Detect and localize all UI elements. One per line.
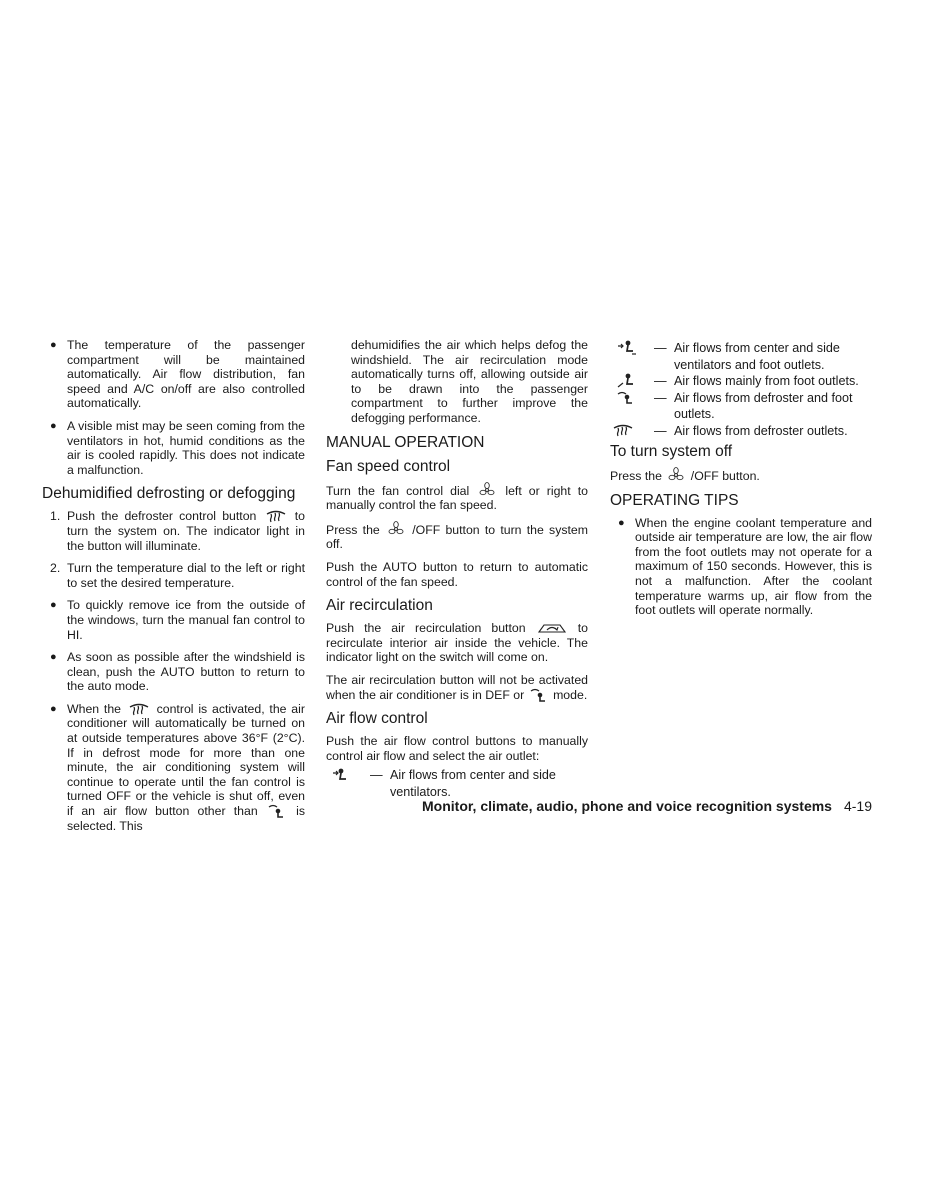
defroster-icon (126, 702, 152, 716)
turn-off-text: Press the /OFF button. (610, 469, 760, 483)
recirculation-icon (536, 621, 568, 635)
list-item: ● When the engine coolant temperature and outside air temperature are low, the air flow from the foot outlets may not operate for a maximum of 150 seconds. However, this is not a malfunction. After the coolant temperature warms up, air flow from the foot outlets will operate normally. (618, 515, 872, 618)
recirc-note: The air recirculation button will not be activated when the air conditioner is in DEF or mode. (326, 672, 588, 702)
recirc-text: Push the air recirculation button to recirculate interior air inside the vehicle. The indicator light on the switch will come on. (326, 621, 588, 665)
list-item: ● The temperature of the passenger compartment will be maintained automatically. Air flow distribution, fan speed and A/C on/off are also controlled automatically. (50, 338, 305, 411)
column-right (610, 340, 872, 626)
mode-bilevel: — Air flows from center and side ventilators and foot outlets. (610, 340, 872, 373)
defroster-icon (610, 423, 636, 442)
list-item: ● When the control is activated, the air conditioner will automatically be turned on at outside temperatures above 36°F (2°C). If in defrost mode for more than one minute, the air conditioning system will continue to operate until the fan control is turned OFF or the vehicle is shut off, even if an air flow button other than is selected. This (50, 701, 305, 833)
heading-fan-speed: Fan speed control (326, 457, 451, 475)
defrost-foot-icon (266, 804, 288, 818)
step-1: 1. Push the defroster control button to turn the system on. The indicator light in the button will illuminate. (50, 509, 306, 553)
heading-air-flow: Air flow control (326, 710, 428, 728)
list-item: ● A visible mist may be seen coming from the ventilators in hot, humid conditions as the air is cooled rapidly. This does not indicate a malfunction. (50, 418, 305, 477)
press-off-text: Press the /OFF button to turn the system off. (326, 522, 589, 552)
page-number: 4-19 (843, 798, 872, 814)
defrost-foot-icon (616, 390, 636, 411)
steps-list (42, 509, 305, 590)
operating-tips-list (610, 516, 872, 618)
heading-manual-operation: MANUAL OPERATION (326, 433, 485, 451)
list-item: ● As soon as possible after the windshield is clean, push the AUTO button to return to the auto mode. (50, 650, 305, 694)
fan-icon (665, 467, 687, 483)
footer-title: Monitor, climate, audio, phone and voice recognition systems (422, 798, 832, 814)
auto-text: Push the AUTO button to return to automatic control of the fan speed. (326, 559, 588, 589)
bilevel-mode-icon (616, 340, 638, 361)
defroster-icon (263, 509, 289, 523)
intro-bullets (42, 338, 305, 477)
mode-defrost-foot: — Air flows from defroster and foot outlets. (610, 390, 872, 423)
continued-text: dehumidifies the air which helps defog the windshield. The air recirculation mode automatically turns off, allowing outside air to be drawn into the passenger compartment to further improve the defogging performance. (351, 338, 588, 425)
mode-defrost: — Air flows from defroster outlets. (610, 423, 872, 440)
tips-bullets (42, 598, 305, 833)
column-left (42, 338, 305, 841)
list-item: ● To quickly remove ice from the outside of the windows, turn the manual fan control to HI. (50, 598, 305, 642)
airflow-text: Push the air flow control buttons to manually control air flow and select the air outlet: (326, 734, 588, 763)
fan-dial-text: Turn the fan control dial left or right to manually control the fan speed. (326, 483, 588, 513)
fan-icon (476, 482, 498, 498)
heading-dehumidified: Dehumidified defrosting or defogging (42, 485, 296, 503)
fan-icon (385, 521, 407, 537)
mode-vent: — Air flows from center and side ventilators. (326, 767, 588, 800)
defrost-foot-icon (528, 688, 550, 702)
vent-mode-icon (332, 767, 352, 788)
step-2: 2. Turn the temperature dial to the left or right to set the desired temperature. (50, 561, 305, 590)
mode-foot: — Air flows mainly from foot outlets. (610, 373, 872, 390)
page-footer (420, 798, 872, 814)
heading-operating-tips: OPERATING TIPS (610, 491, 739, 509)
column-middle (326, 338, 588, 800)
heading-turn-off: To turn system off (610, 443, 733, 460)
heading-air-recirculation: Air recirculation (326, 597, 433, 615)
